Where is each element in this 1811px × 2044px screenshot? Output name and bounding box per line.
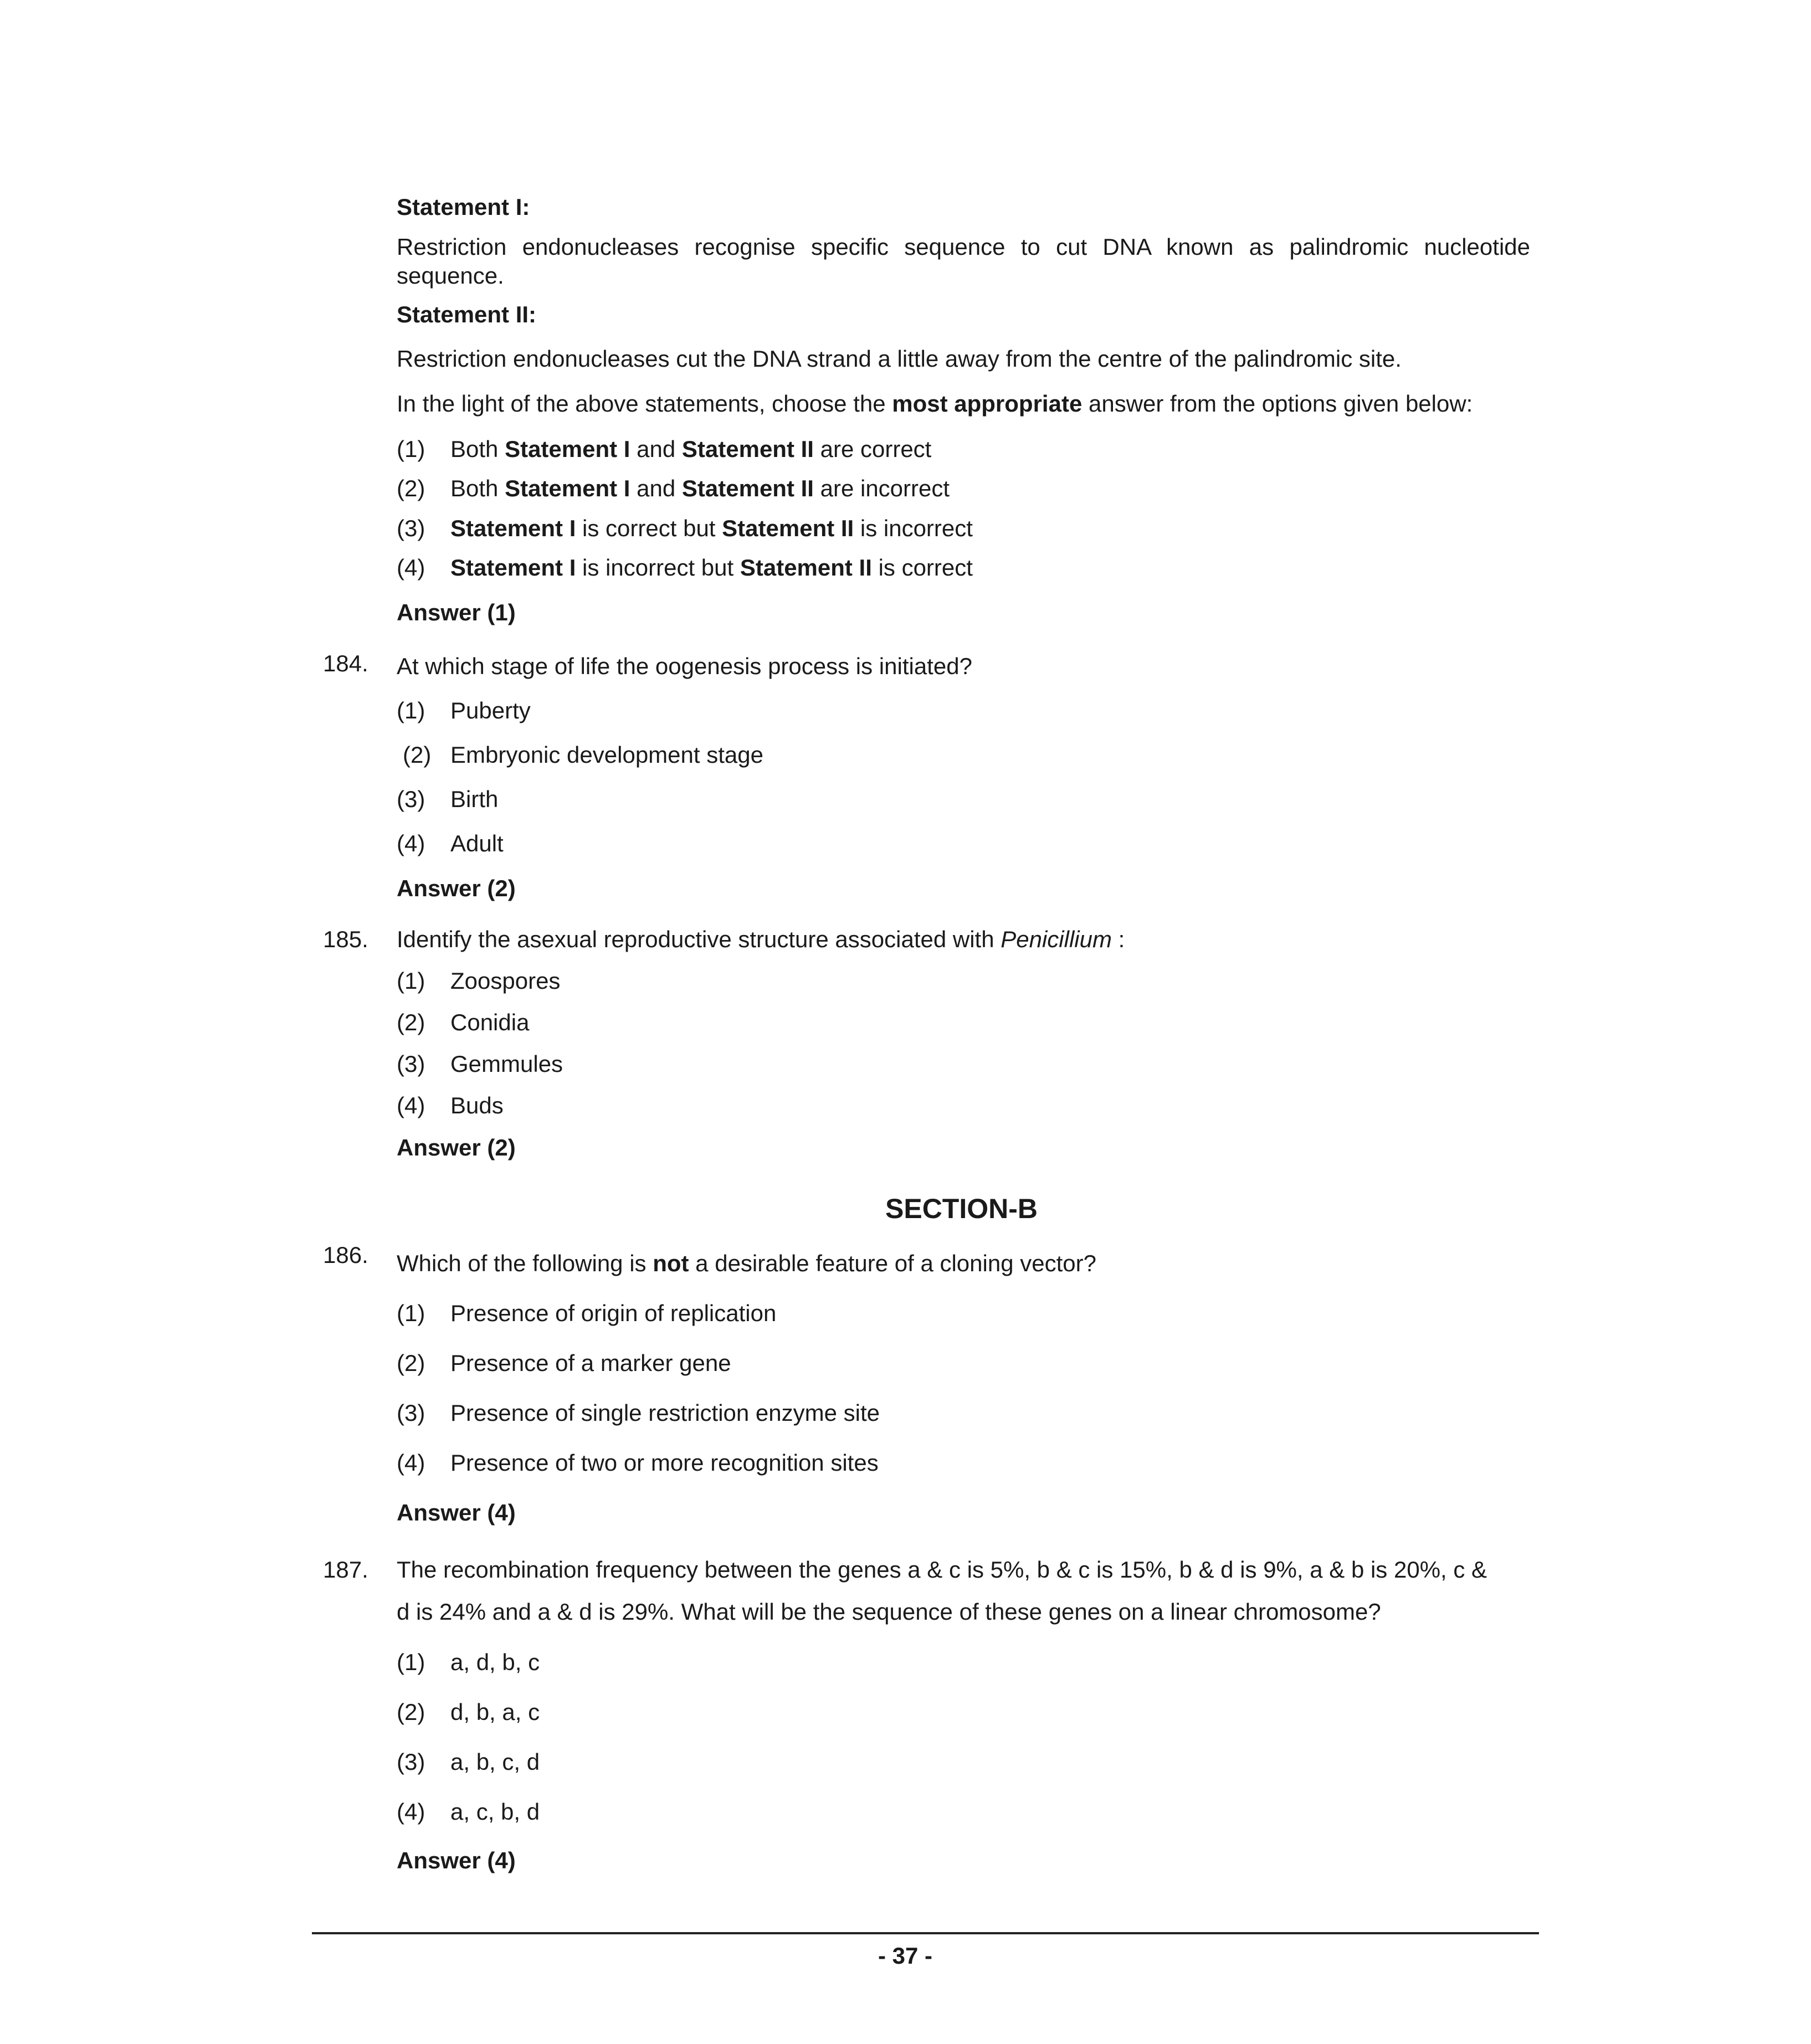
q183-option-2-number: (2) xyxy=(397,475,425,501)
q183-option-2-text: Both Statement I and Statement II are incorrect xyxy=(450,475,950,501)
q186-option-3-text: Presence of single restriction enzyme site xyxy=(450,1400,880,1426)
q184-option-1-text: Puberty xyxy=(450,697,531,723)
q187-option-1-number: (1) xyxy=(397,1649,425,1675)
q185-option-4-number: (4) xyxy=(397,1092,425,1118)
q187-option-2-number: (2) xyxy=(397,1699,425,1725)
q187-answer: Answer (4) xyxy=(397,1847,516,1873)
statement-2-text: Restriction endonucleases cut the DNA strand a little away from the centre of the palindromic site. xyxy=(397,346,1402,372)
q185-question: Identify the asexual reproductive structure associated with Penicillium : xyxy=(397,926,1125,952)
q187-option-4-number: (4) xyxy=(397,1799,425,1825)
q187-question-line-1: The recombination frequency between the genes a & c is 5%, b & c is 15%, b & d is 9%, a & b is 20%, c & xyxy=(397,1557,1487,1583)
q186-option-2-text: Presence of a marker gene xyxy=(450,1350,731,1376)
q187-option-3-text: a, b, c, d xyxy=(450,1749,540,1775)
q186-option-1-number: (1) xyxy=(397,1300,425,1326)
q186-question: Which of the following is not a desirable feature of a cloning vector? xyxy=(397,1250,1096,1276)
q183-prompt: In the light of the above statements, choose the most appropriate answer from the options given below: xyxy=(397,391,1473,417)
q185-option-2-text: Conidia xyxy=(450,1009,530,1035)
q186-option-1-text: Presence of origin of replication xyxy=(450,1300,777,1326)
q185-option-2-number: (2) xyxy=(397,1009,425,1035)
q184-option-3-number: (3) xyxy=(397,786,425,812)
statement-1-text: Restriction endonucleases recognise specific sequence to cut DNA known as palindromic nucleotide sequence. xyxy=(397,234,1530,289)
q184-option-2-text: Embryonic development stage xyxy=(450,742,763,768)
statement-2-label: Statement II: xyxy=(397,301,537,327)
q187-option-3-number: (3) xyxy=(397,1749,425,1775)
q185-option-1-number: (1) xyxy=(397,968,425,994)
q185-option-1-text: Zoospores xyxy=(450,968,561,994)
footer-rule xyxy=(312,1932,1539,1934)
q184-option-2-number: (2) xyxy=(403,742,432,768)
q185-option-3-text: Gemmules xyxy=(450,1051,563,1077)
q185-answer: Answer (2) xyxy=(397,1134,516,1160)
q186-option-3-number: (3) xyxy=(397,1400,425,1426)
q186-option-4-text: Presence of two or more recognition sites xyxy=(450,1450,879,1476)
q184-option-4-text: Adult xyxy=(450,830,504,856)
q186-number: 186. xyxy=(323,1242,368,1268)
q186-answer: Answer (4) xyxy=(397,1499,516,1526)
q187-question-line-2: d is 24% and a & d is 29%. What will be the sequence of these genes on a linear chromosome? xyxy=(397,1599,1381,1625)
statement-1-label: Statement I: xyxy=(397,194,530,220)
q184-question: At which stage of life the oogenesis process is initiated? xyxy=(397,653,972,679)
q187-option-1-text: a, d, b, c xyxy=(450,1649,540,1675)
q185-option-3-number: (3) xyxy=(397,1051,425,1077)
section-b-heading: SECTION-B xyxy=(885,1193,1038,1224)
q184-number: 184. xyxy=(323,650,368,676)
q183-answer: Answer (1) xyxy=(397,599,516,625)
q183-option-1-number: (1) xyxy=(397,436,425,462)
q183-option-4-text: Statement I is incorrect but Statement II is correct xyxy=(450,554,973,581)
q187-option-2-text: d, b, a, c xyxy=(450,1699,540,1725)
q184-answer: Answer (2) xyxy=(397,875,516,901)
q184-option-1-number: (1) xyxy=(397,697,425,723)
q187-number: 187. xyxy=(323,1557,368,1583)
page-number: - 37 - xyxy=(878,1943,933,1969)
q184-option-3-text: Birth xyxy=(450,786,499,812)
q183-option-3-number: (3) xyxy=(397,515,425,541)
q183-option-4-number: (4) xyxy=(397,554,425,581)
q187-option-4-text: a, c, b, d xyxy=(450,1799,540,1825)
q183-option-3-text: Statement I is correct but Statement II is incorrect xyxy=(450,515,973,541)
q186-option-2-number: (2) xyxy=(397,1350,425,1376)
q185-option-4-text: Buds xyxy=(450,1092,504,1118)
q186-option-4-number: (4) xyxy=(397,1450,425,1476)
q185-number: 185. xyxy=(323,926,368,952)
q183-option-1-text: Both Statement I and Statement II are correct xyxy=(450,436,932,462)
q184-option-4-number: (4) xyxy=(397,830,425,856)
